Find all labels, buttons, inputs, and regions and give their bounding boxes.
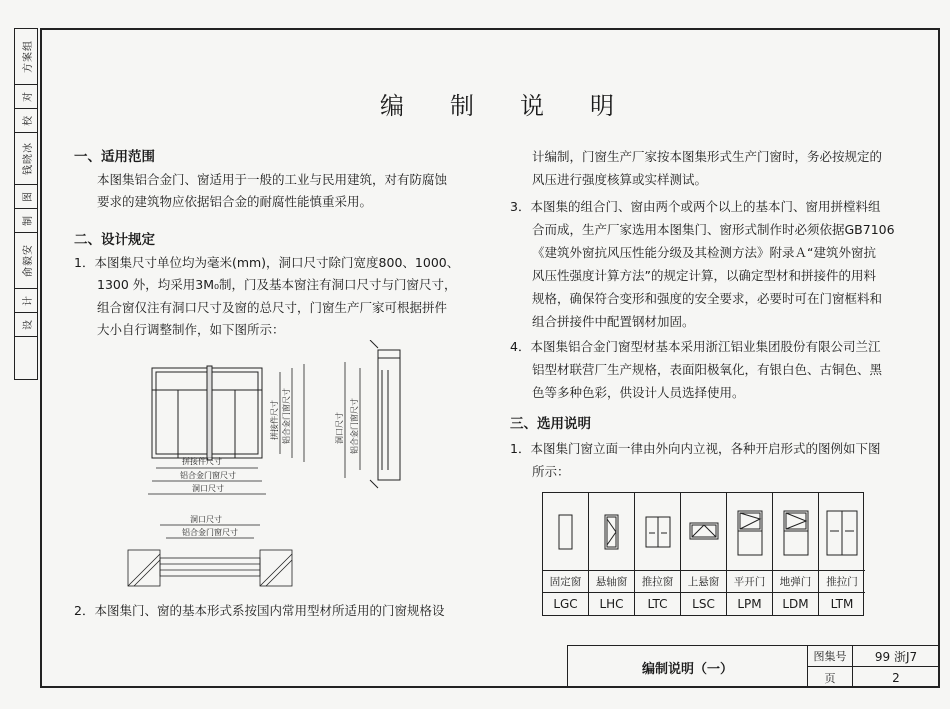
top-hung-window-icon (681, 509, 726, 557)
signature-cell (15, 233, 37, 289)
item3-line-2: 合而成，生产厂家选用本图集门、窗形式制作时必须依据GB7106 (532, 222, 895, 237)
legend-column (635, 493, 681, 615)
legend-type-name: 推拉窗 (635, 570, 680, 592)
pivot-window-icon (589, 509, 634, 557)
signature-text: 制 (22, 215, 34, 226)
legend-column (727, 493, 773, 615)
signature-strip (14, 28, 38, 380)
section-heading-scope: 一、适用范围 (74, 149, 155, 165)
item3-line-5: 规格，确保符合变形和强度的安全要求，必要时可在门窗框料和 (532, 291, 883, 306)
legend-column (681, 493, 727, 615)
legend-type-code: LDM (773, 592, 818, 615)
legend-type-code: LGC (543, 592, 588, 615)
section-label-1: 洞口尺寸 (190, 515, 222, 524)
combined-window-elevation (152, 366, 262, 460)
hlabel-1: 拼接件尺寸 (182, 457, 222, 466)
legend-column (819, 493, 865, 615)
legend-type-name: 上悬窗 (681, 570, 726, 592)
signature-cell (15, 133, 37, 185)
legend-type-name: 平开门 (727, 570, 772, 592)
design-item1-line-1: 1．本图集尺寸单位均为毫米(mm)，洞口尺寸除门宽度800、1000、 (74, 255, 460, 270)
floor-spring-door-icon (773, 509, 818, 557)
atlas-no-label: 图集号 (808, 646, 853, 667)
selection-line-2: 所示： (532, 464, 570, 479)
vlabel-4: 铝合金门窗尺寸 (350, 398, 359, 454)
legend-type-name: 悬轴窗 (589, 570, 634, 592)
legend-type-name: 固定窗 (543, 570, 588, 592)
page-label: 页 (808, 667, 853, 688)
atlas-no: 99 浙J7 (853, 646, 939, 667)
vlabel-1: 拼接件尺寸 (270, 400, 279, 440)
signature-text: 校 (22, 115, 34, 126)
signature-text: 俞毅安 (22, 244, 34, 277)
section-label-2: 铝合金门窗尺寸 (182, 528, 238, 537)
opening-type-legend (542, 492, 864, 616)
legend-type-code: LTM (819, 592, 865, 615)
title-block (567, 645, 940, 688)
legend-column (543, 493, 589, 615)
section-heading-design: 二、设计规定 (74, 232, 155, 248)
item3-line-3: 《建筑外窗抗风压性能分级及其检测方法》附录Ａ“建筑外窗抗 (532, 245, 876, 260)
signature-cell (15, 29, 37, 85)
vlabel-2: 铝合金门窗尺寸 (282, 388, 291, 444)
hlabel-2: 铝合金门窗尺寸 (180, 471, 236, 480)
signature-cell (15, 109, 37, 133)
item4-line-1: 4．本图集铝合金门窗型材基本采用浙江铝业集团股份有限公司兰江 (510, 339, 881, 354)
sliding-door-icon (819, 509, 865, 557)
legend-type-code: LHC (589, 592, 634, 615)
legend-type-code: LSC (681, 592, 726, 615)
signature-text: 设 (22, 319, 34, 330)
signature-text: 钱晓冰 (22, 142, 34, 175)
design-item1-line-4: 大小自行调整制作，如下图所示： (97, 322, 285, 337)
signature-cell (15, 85, 37, 109)
section-heading-selection: 三、选用说明 (510, 416, 591, 432)
window-dimension-diagram (120, 340, 420, 590)
item3-line-6: 组合拼接件中配置钢材加固。 (532, 314, 695, 329)
item4-line-2: 铝型材联营厂生产规格，表面阳极氧化，有银白色、古铜色、黑 (532, 362, 883, 377)
design-item1-line-3: 组合窗仅注有洞口尺寸及窗的总尺寸，门窗生产厂家可根据拼件 (97, 300, 448, 315)
signature-text: 方案组 (22, 40, 34, 73)
fixed-window-icon (543, 509, 588, 557)
vlabel-3: 洞口尺寸 (335, 412, 344, 444)
signature-text: 对 (22, 91, 34, 102)
legend-type-code: LTC (635, 592, 680, 615)
swing-door-icon (727, 509, 772, 557)
right-cont-line-2: 风压进行强度核算或实样测试。 (532, 172, 708, 187)
legend-type-code: LPM (727, 592, 772, 615)
signature-cell (15, 313, 37, 337)
item3-line-4: 风压性强度计算方法”的规定计算，以确定型材和拼接件的用料 (532, 268, 876, 283)
legend-type-name: 地弹门 (773, 570, 818, 592)
legend-column (589, 493, 635, 615)
wall-section (370, 340, 400, 488)
right-cont-line-1: 计编制，门窗生产厂家按本图集形式生产门窗时，务必按规定的 (532, 149, 883, 164)
design-item1-line-2: 1300 外，均采用3M₀制，门及基本窗注有洞口尺寸与门窗尺寸， (97, 277, 457, 292)
design-item2: 2．本图集门、窗的基本形式系按国内常用型材所适用的门窗规格设 (74, 603, 445, 618)
signature-cell (15, 209, 37, 233)
signature-text: 图 (22, 191, 34, 202)
titleblock-name: 编制说明（一） (568, 646, 808, 688)
legend-type-name: 推拉门 (819, 570, 865, 592)
signature-cell (15, 289, 37, 313)
scope-line-2: 要求的建筑物应依据铝合金的耐腐性能慎重采用。 (97, 194, 373, 209)
item4-line-3: 色等多种色彩，供设计人员选择使用。 (532, 385, 745, 400)
scope-line-1: 本图集铝合金门、窗适用于一般的工业与民用建筑，对有防腐蚀 (97, 172, 448, 187)
page-title: 编制说明 (380, 92, 660, 120)
legend-column (773, 493, 819, 615)
signature-cell (15, 185, 37, 209)
signature-text: 计 (22, 295, 34, 306)
sliding-window-icon (635, 509, 680, 557)
hlabel-3: 洞口尺寸 (192, 484, 224, 493)
selection-line-1: 1．本图集门窗立面一律由外向内立视，各种开启形式的图例如下图 (510, 441, 881, 456)
page-number: 2 (892, 670, 900, 685)
item3-line-1: 3．本图集的组合门、窗由两个或两个以上的基本门、窗用拼樘料组 (510, 199, 881, 214)
